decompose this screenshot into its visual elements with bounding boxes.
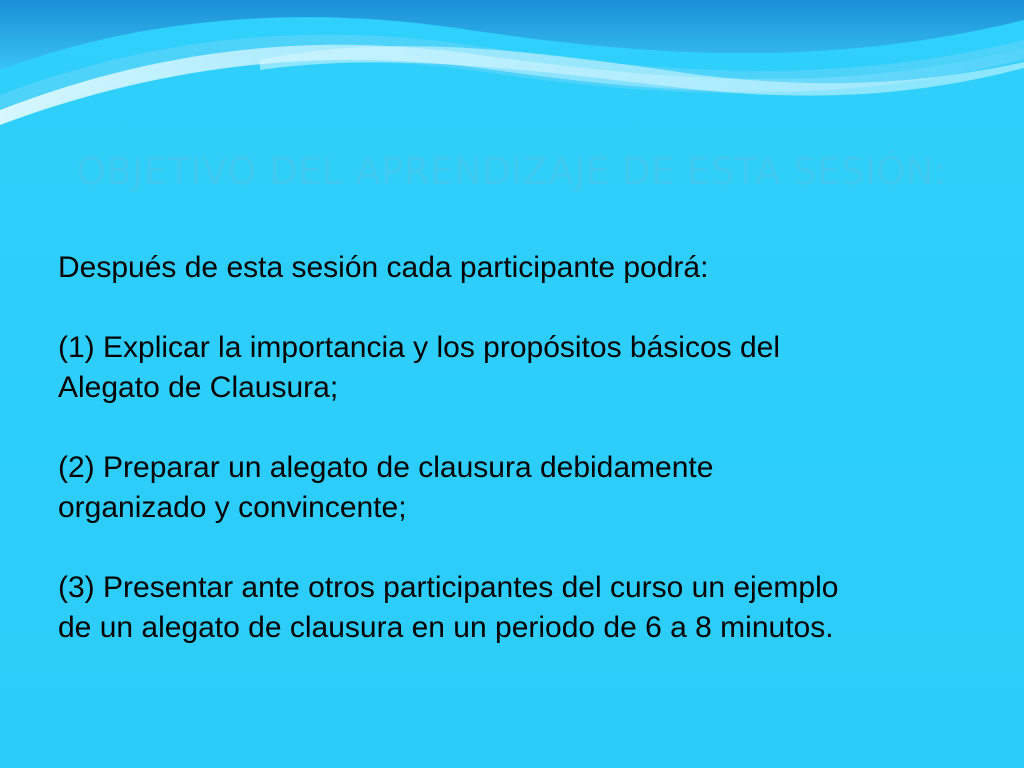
objective-3-line2: de un alegato de clausura en un periodo de 6 a 8 minutos. — [58, 611, 834, 644]
spacer — [58, 408, 978, 448]
intro-text: Después de esta sesión cada participante podrá: — [58, 251, 709, 284]
objective-1 — [58, 328, 978, 408]
objective-1-number: (1) — [58, 331, 95, 364]
objective-2-line1: Preparar un alegato de clausura debidamente — [103, 451, 714, 484]
spacer — [58, 528, 978, 568]
decorative-waves — [0, 0, 1024, 140]
objective-2 — [58, 448, 978, 528]
slide-body — [58, 248, 978, 648]
spacer — [58, 288, 978, 328]
objective-2-line2: organizado y convincente; — [58, 491, 407, 524]
objective-1-line2: Alegato de Clausura; — [58, 371, 339, 404]
slide-title: OBJETIVO DEL APRENDIZAJE DE ESTA SESIÓN: — [76, 150, 948, 193]
objective-2-number: (2) — [58, 451, 95, 484]
objective-3-number: (3) — [58, 571, 95, 604]
objective-3 — [58, 568, 978, 648]
objective-1-line1: Explicar la importancia y los propósitos básicos del — [103, 331, 780, 364]
objective-3-line1: Presentar ante otros participantes del curso un ejemplo — [103, 571, 839, 604]
